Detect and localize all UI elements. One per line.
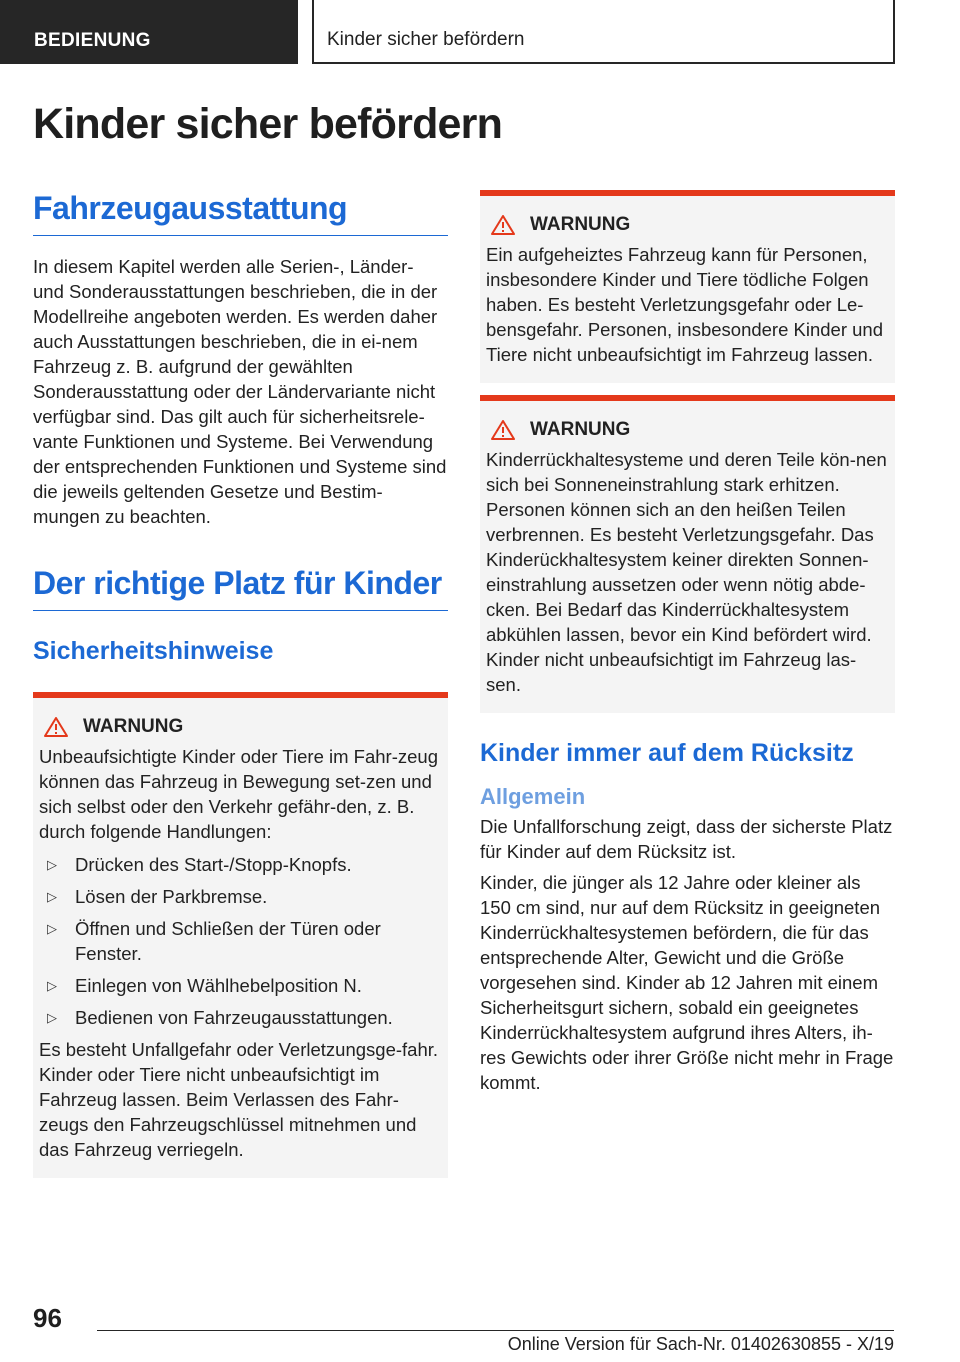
list-item: ▷ Bedienen von Fahrzeugausstattungen.: [39, 1005, 440, 1030]
right-column: [480, 190, 895, 1101]
warning-header: [486, 214, 887, 236]
heading-right-place: Der richtige Platz für Kinder: [33, 565, 448, 611]
warning-intro: Unbeaufsichtigte Kinder oder Tiere im Fahr-zeug können das Fahrzeug in Bewegung set-zen und sich selbst oder den Verkehr gefähr-den, z. B. durch folgende Handlungen:: [39, 746, 438, 842]
list-item: ▷ Öffnen und Schließen der Türen oder Fenster.: [39, 916, 440, 966]
left-column: [33, 190, 448, 1178]
warning-box-heated-vehicle: [480, 190, 895, 383]
warning-triangle-icon: [43, 716, 69, 738]
general-paragraph-2: Kinder, die jünger als 12 Jahre oder kleiner als 150 cm sind, nur auf dem Rücksitz in geeigneten Kinderrückhaltesystemen befördern, die für das entsprechende Alter, Gewicht und die Größe vorgesehen sind. Kinder ab 12 Jahren mit einem Sicherheitsgurt sichern, sobald ein geeignetes Kinderrückhaltesystem aufgrund ihres Alters, ih-res Gewichts oder ihrer Größe nicht mehr in Frage kommt.: [480, 872, 894, 1093]
equipment-paragraph: In diesem Kapitel werden alle Serien-, Länder- und Sonderausstattungen beschrieben, die in der Modellreihe angeboten werden. Es werden daher auch Ausstattungen beschrieben, die in ei-nem Fahrzeug z. B. aufgrund der gewählten Sonderausstattung oder der Ländervariante nicht verfügbar sind. Das gilt auch für sicherheitsrele-vante Funktionen und Systeme. Bei Verwendung der entsprechenden Funktionen und Systeme sind die jeweils geltenden Gesetze und Bestim-mungen zu beachten.: [33, 256, 447, 527]
header-chapter: Kinder sicher befördern: [312, 0, 895, 64]
warning-outro: Es besteht Unfallgefahr oder Verletzungsge-fahr. Kinder oder Tiere nicht unbeaufsichtigt im Fahrzeug lassen. Beim Verlassen des Fahr-zeugs den Fahrzeugschlüssel mitnehmen und das Fahrzeug verriegeln.: [39, 1039, 439, 1160]
warning-triangle-icon: [490, 214, 516, 236]
warning-action-list: [39, 852, 440, 1030]
heading-rear-seat: Kinder immer auf dem Rücksitz: [480, 739, 854, 767]
warning-header: [486, 419, 887, 441]
warning-triangle-icon: [490, 419, 516, 441]
heading-equipment: Fahrzeugausstattung: [33, 190, 448, 236]
heading-general: Allgemein: [480, 784, 586, 809]
warning-label: WARNUNG: [83, 716, 184, 737]
warning-box-unattended: [33, 692, 448, 1178]
warning-text: Ein aufgeheiztes Fahrzeug kann für Personen, insbesondere Kinder und Tiere tödliche Folgen haben. Es besteht Verletzungsgefahr oder Le-bensgefahr. Personen, insbesondere Kinder und Tiere nicht unbeaufsichtigt im Fahrzeug lassen.: [486, 244, 884, 365]
list-item: ▷ Drücken des Start-/Stopp-Knopfs.: [39, 852, 440, 877]
list-item: ▷ Einlegen von Wählhebelposition N.: [39, 973, 440, 998]
header-section: BEDIENUNG: [0, 0, 298, 64]
heading-safety-notes: Sicherheitshinweise: [33, 637, 274, 665]
warning-label: WARNUNG: [530, 419, 631, 440]
warning-header: [39, 716, 440, 738]
general-paragraph-1: Die Unfallforschung zeigt, dass der sicherste Platz für Kinder auf dem Rücksitz ist.: [480, 816, 893, 862]
warning-text: Kinderrückhaltesysteme und deren Teile kön-nen sich bei Sonneneinstrahlung stark erhitzen. Personen können sich an den heißen Teilen verbrennen. Es besteht Verletzungsgefahr. Das Kinderückhaltesystem keiner direkten Sonnen-einstrahlung aussetzen oder wenn nötig abde-cken. Bei Bedarf das Kinderrückhaltesystem abkühlen lassen, bevor ein Kind befördert wird. Kinder nicht unbeaufsichtigt im Fahrzeug las-sen.: [486, 449, 887, 695]
page-number: 96: [33, 1303, 62, 1333]
footer-version: Online Version für Sach-Nr. 01402630855 - X/19: [507, 1334, 894, 1354]
footer-divider: [97, 1330, 894, 1331]
page-title: Kinder sicher befördern: [33, 100, 503, 148]
warning-box-hot-parts: [480, 395, 895, 713]
list-item: ▷ Lösen der Parkbremse.: [39, 884, 440, 909]
warning-label: WARNUNG: [530, 214, 631, 235]
